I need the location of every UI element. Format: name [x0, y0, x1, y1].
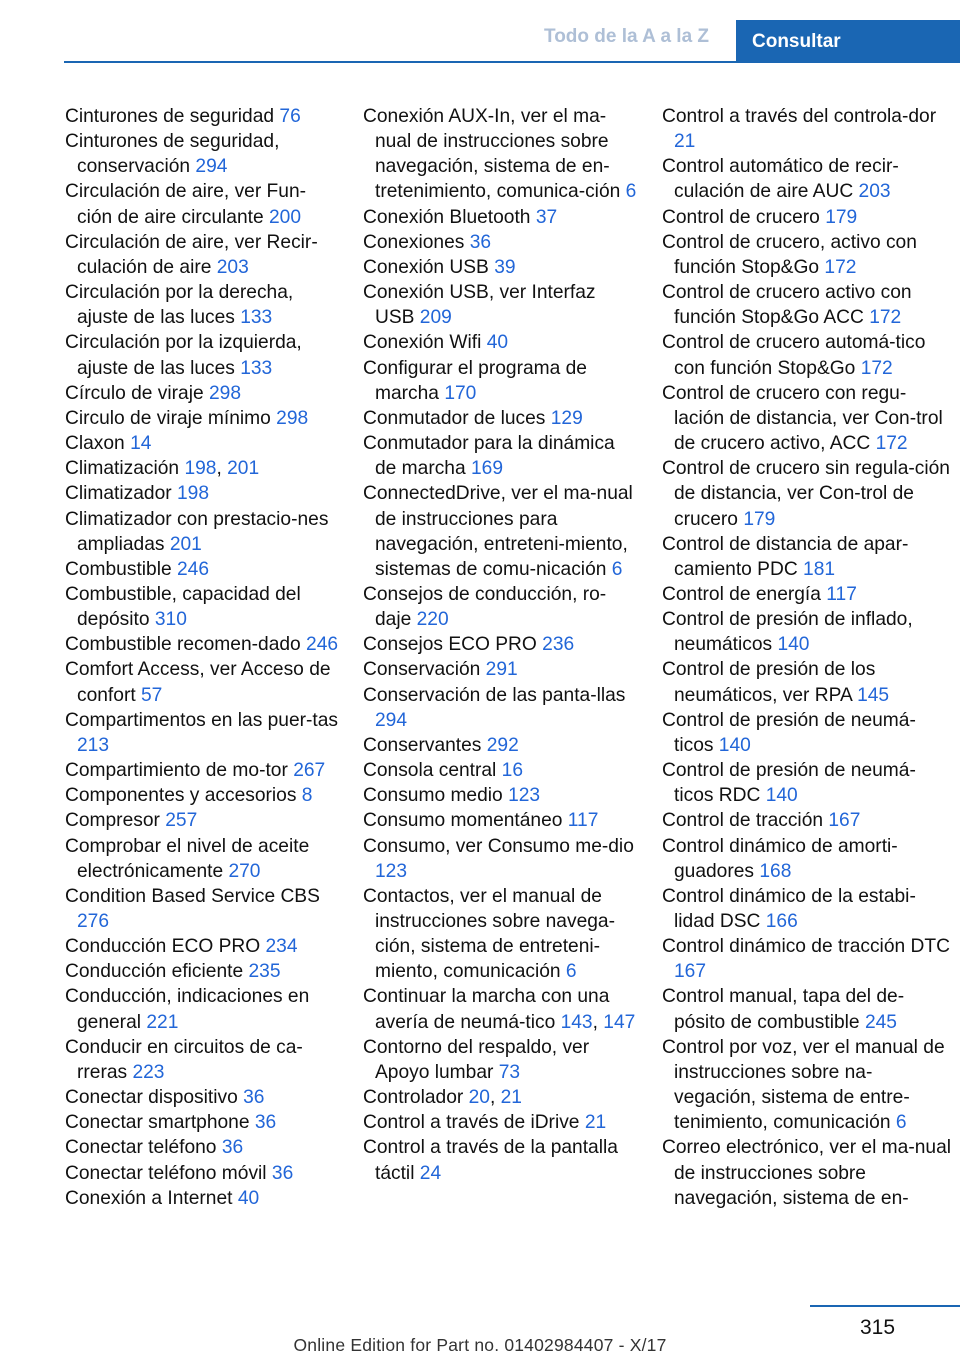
page-reference-link[interactable]: 8 — [301, 785, 313, 807]
index-entry — [662, 456, 952, 531]
footer-rule — [810, 1305, 960, 1307]
index-entry — [65, 758, 340, 783]
index-entry — [662, 230, 952, 280]
index-entry — [65, 1161, 340, 1186]
entry-term: Conectar teléfono — [65, 1137, 217, 1159]
page-reference-link[interactable]: 123 — [508, 785, 541, 807]
page-reference-link[interactable]: 145 — [857, 684, 890, 706]
index-entry — [363, 783, 638, 808]
entry-term: Control a través del controla-dor — [662, 106, 937, 127]
entry-term: Conectar dispositivo — [65, 1087, 238, 1109]
page-reference-link[interactable]: 200 — [269, 206, 302, 228]
entry-term: Consumo momentáneo — [363, 810, 563, 832]
entry-term: ConnectedDrive, ver el ma-nual de instrucciones para navegación, entreteni-miento, sistemas de comu-nicación — [363, 483, 633, 580]
index-column-1 — [65, 104, 340, 1211]
index-entry — [65, 406, 340, 431]
page-reference-link[interactable]: 123 — [375, 860, 408, 882]
page-reference-link[interactable]: 36 — [221, 1137, 244, 1159]
entry-term: Cinturones de seguridad — [65, 106, 275, 127]
page-reference-link[interactable]: 36 — [271, 1162, 294, 1184]
page-reference-link[interactable]: 172 — [824, 256, 857, 278]
entry-term: Comfort Access, ver Acceso de confort — [65, 659, 331, 706]
page-reference-link[interactable]: 234 — [265, 936, 298, 958]
index-entry — [65, 1135, 340, 1160]
entry-term: Consejos de conducción, ro-daje — [363, 583, 607, 631]
index-entry — [363, 431, 638, 481]
index-entry — [363, 733, 638, 758]
entry-term: Correo electrónico, ver el ma-nual de instrucciones sobre navegación, sistema de en- — [662, 1137, 952, 1209]
index-entry — [662, 205, 952, 230]
page-reference-link[interactable]: 167 — [828, 810, 861, 832]
entry-term: Conexión a Internet — [65, 1187, 233, 1209]
entry-term: Conducción, indicaciones en general — [65, 986, 310, 1033]
index-entry — [662, 381, 952, 456]
entry-term: Circulo de viraje mínimo — [65, 407, 271, 429]
entry-term: Contactos, ver el manual de instrucciones sobre navega-ción, sistema de entreteni-miento, comunicación — [363, 885, 615, 983]
page-reference-link[interactable]: 21 — [500, 1087, 522, 1109]
entry-term: Control dinámico de la estabi-lidad DSC — [662, 885, 916, 932]
entry-term: Conexión Bluetooth — [363, 206, 531, 228]
index-entry — [662, 708, 952, 758]
page-reference-link[interactable]: 117 — [567, 810, 599, 832]
page-reference-link[interactable]: 172 — [860, 357, 893, 379]
index-entry — [363, 356, 638, 406]
index-entry — [65, 959, 340, 984]
page-reference-link[interactable]: 140 — [718, 734, 751, 756]
page-reference-link[interactable]: 292 — [486, 734, 519, 756]
index-entry — [65, 179, 340, 229]
page-reference-link[interactable]: 168 — [759, 860, 792, 882]
entry-term: Control a través de iDrive — [363, 1112, 580, 1134]
index-entry — [65, 129, 340, 179]
page-reference-link[interactable]: 201 — [227, 458, 260, 480]
index-entry — [662, 280, 952, 330]
entry-term: Control de crucero activo con función Stop&Go ACC — [662, 282, 912, 329]
page-reference-link[interactable]: 143 — [560, 1011, 593, 1033]
entry-term: Condition Based Service CBS — [65, 885, 320, 907]
page-reference-link[interactable]: 39 — [494, 256, 516, 278]
entry-term: Círculo de viraje — [65, 382, 204, 404]
page-reference-link[interactable]: 198 — [176, 483, 209, 505]
entry-term: Conexión Wifi — [363, 332, 482, 354]
page-reference-link[interactable]: 291 — [485, 659, 518, 681]
page-reference-link[interactable]: 203 — [858, 181, 891, 203]
index-entry — [363, 230, 638, 255]
index-entry — [662, 1035, 952, 1136]
index-entry — [363, 406, 638, 431]
page-reference-link[interactable]: 129 — [550, 407, 583, 429]
section-tab: Consultar — [736, 20, 960, 61]
index-entry — [363, 1135, 638, 1185]
entry-term: Conservación — [363, 659, 481, 681]
index-entry — [662, 657, 952, 707]
page-reference-link[interactable]: 133 — [240, 357, 273, 379]
entry-term: Contorno del respaldo, ver Apoyo lumbar — [363, 1036, 590, 1083]
index-entry — [65, 330, 340, 380]
index-entry — [65, 104, 340, 129]
index-entry — [65, 431, 340, 456]
entry-term: Conservación de las panta-llas — [363, 684, 626, 706]
index-entry — [662, 808, 952, 833]
page-reference-link[interactable]: 270 — [228, 860, 261, 882]
page-reference-link[interactable]: 21 — [584, 1112, 607, 1134]
entry-term: Circulación por la derecha, ajuste de las luces — [65, 282, 294, 329]
index-entry — [363, 758, 638, 783]
page-reference-link[interactable]: 36 — [254, 1112, 277, 1134]
index-entry — [65, 507, 340, 557]
index-entry — [363, 632, 638, 657]
entry-term: Circulación de aire, ver Recir-culación de aire — [65, 231, 318, 278]
index-entry — [363, 808, 638, 833]
index-entry — [65, 1085, 340, 1110]
page-reference-link[interactable]: 201 — [169, 533, 202, 555]
page-reference-link[interactable]: 40 — [237, 1187, 260, 1209]
entry-term: Conmutador de luces — [363, 407, 546, 429]
header-rule — [64, 61, 960, 63]
page-reference-link[interactable]: 169 — [471, 458, 504, 480]
index-entry — [662, 330, 952, 380]
page-reference-link[interactable]: 246 — [177, 558, 210, 580]
entry-term: Consola central — [363, 760, 497, 782]
entry-term: Control de presión de neumá-ticos — [662, 709, 916, 756]
entry-term: Compartimiento de mo-tor — [65, 760, 288, 782]
entry-term: Circulación por la izquierda, ajuste de las luces — [65, 332, 302, 379]
index-entry — [65, 230, 340, 280]
page-reference-link[interactable]: 40 — [486, 332, 509, 354]
entry-term: Control a través de la pantalla táctil — [363, 1137, 618, 1184]
entry-term: Claxon — [65, 433, 125, 455]
entry-term: Control de crucero sin regula-ción de distancia, ver Con-trol de crucero — [662, 458, 950, 530]
index-entry — [363, 481, 638, 582]
index-entry — [65, 557, 340, 582]
index-entry — [65, 783, 340, 808]
index-entry — [662, 104, 952, 154]
page-reference-link[interactable]: 21 — [674, 131, 696, 153]
page-reference-link[interactable]: 147 — [603, 1011, 636, 1033]
index-entry — [662, 834, 952, 884]
entry-term: Control manual, tapa del de-pósito de combustible — [662, 986, 905, 1033]
index-column-2 — [363, 104, 638, 1186]
page-reference-link[interactable]: 36 — [243, 1087, 265, 1109]
page-reference-link[interactable]: 37 — [535, 206, 558, 228]
index-entry — [363, 582, 638, 632]
page-reference-link[interactable]: 117 — [826, 583, 857, 605]
index-entry — [65, 834, 340, 884]
index-entry — [363, 330, 638, 355]
entry-term: Conservantes — [363, 734, 482, 756]
edition-footer: Online Edition for Part no. 01402984407 - X/17 — [293, 1335, 667, 1355]
entry-term: Combustible — [65, 558, 172, 580]
index-entry — [363, 657, 638, 682]
entry-term: Comprobar el nivel de aceite electrónicamente — [65, 835, 310, 882]
entry-term: Componentes y accesorios — [65, 785, 297, 807]
entry-term: Control de distancia de apar-camiento PDC — [662, 533, 909, 580]
entry-term: Control de crucero automá-tico con función Stop&Go — [662, 332, 926, 379]
entry-term: Combustible recomen-dado — [65, 634, 301, 656]
entry-term: Control de presión de inflado, neumáticos — [662, 609, 913, 656]
index-entry — [662, 532, 952, 582]
index-entry — [662, 884, 952, 934]
entry-term: Control de presión de los neumáticos, ver RPA — [662, 659, 876, 706]
page-reference-link[interactable]: 245 — [864, 1011, 897, 1033]
page-reference-link[interactable]: 140 — [765, 785, 798, 807]
entry-term: Conexión USB — [363, 256, 489, 278]
entry-term: Consumo medio — [363, 785, 503, 807]
entry-term: Conexiones — [363, 231, 465, 253]
page-reference-link[interactable]: 310 — [154, 609, 187, 631]
entry-term: Climatizador — [65, 483, 172, 505]
entry-term: Control dinámico de amorti-guadores — [662, 835, 898, 882]
index-entry — [65, 884, 340, 934]
page-reference-link[interactable]: 140 — [777, 634, 810, 656]
entry-term: Control de crucero — [662, 206, 820, 228]
index-entry — [65, 1035, 340, 1085]
entry-term: Conexión USB, ver Interfaz USB — [363, 282, 596, 329]
entry-term: Conducir en circuitos de ca-rreras — [65, 1036, 303, 1083]
index-entry — [65, 984, 340, 1034]
page-reference-link[interactable]: 24 — [419, 1162, 442, 1184]
index-entry — [65, 582, 340, 632]
page-reference-link[interactable]: 209 — [419, 307, 452, 329]
page-reference-link[interactable]: 179 — [743, 508, 776, 530]
page-reference-link[interactable]: 181 — [803, 558, 836, 580]
page-reference-link[interactable]: 20 — [468, 1087, 490, 1109]
page-reference-link[interactable]: 6 — [625, 181, 637, 203]
page-reference-link[interactable]: 6 — [895, 1112, 907, 1134]
index-entry — [65, 657, 340, 707]
page-reference-link[interactable]: 294 — [195, 156, 228, 178]
page-reference-link[interactable]: 36 — [469, 231, 492, 253]
index-entry — [65, 1110, 340, 1135]
page-reference-link[interactable]: 6 — [611, 558, 623, 580]
index-entry — [662, 984, 952, 1034]
entry-term: Continuar la marcha con una avería de neumá-tico — [363, 986, 610, 1033]
page-reference-link[interactable]: 172 — [875, 433, 908, 455]
page-reference-link[interactable]: 16 — [501, 760, 524, 782]
entry-term: Control de energía — [662, 583, 821, 605]
page-reference-link[interactable]: 167 — [674, 961, 707, 983]
page-reference-link[interactable]: 133 — [240, 307, 273, 329]
index-entry — [363, 834, 638, 884]
page-reference-link[interactable]: 221 — [146, 1011, 179, 1033]
entry-term: Control automático de recir-culación de aire AUC — [662, 156, 899, 203]
index-entry — [662, 607, 952, 657]
entry-term: Control dinámico de tracción DTC — [662, 936, 950, 958]
page-reference-link[interactable]: 14 — [130, 433, 152, 455]
section-title: Todo de la A a la Z — [544, 26, 710, 47]
entry-term: Control de crucero con regu-lación de distancia, ver Con-trol de crucero activo, ACC — [662, 382, 943, 455]
page-reference-link[interactable]: 6 — [565, 961, 577, 983]
index-entry — [662, 1135, 952, 1210]
page-reference-link[interactable]: 236 — [542, 634, 575, 656]
index-entry — [363, 205, 638, 230]
entry-term: Conmutador para la dinámica de marcha — [363, 433, 615, 480]
index-entry: Controlador 20, 21 — [363, 1087, 522, 1109]
index-entry — [65, 280, 340, 330]
index-entry — [363, 1035, 638, 1085]
entry-term: Climatización — [65, 458, 180, 480]
index-entry — [662, 758, 952, 808]
index-entry — [662, 934, 952, 984]
index-entry — [363, 255, 638, 280]
index-entry — [662, 582, 952, 607]
page-reference-link[interactable]: 172 — [869, 307, 902, 329]
index-entry — [65, 381, 340, 406]
page-reference-link[interactable]: 166 — [765, 911, 798, 932]
page-reference-link[interactable]: 276 — [77, 911, 110, 932]
entry-term: Climatizador con prestacio-nes ampliadas — [65, 508, 329, 555]
entry-term: Consejos ECO PRO — [363, 634, 537, 656]
entry-term: Configurar el programa de marcha — [363, 357, 587, 404]
index-entry — [662, 154, 952, 204]
index-entry — [65, 481, 340, 506]
page-reference-link[interactable]: 298 — [276, 407, 309, 429]
index-entry: Continuar la marcha con una avería de neumá-tico 143, 147 — [363, 986, 636, 1033]
index-entry — [65, 808, 340, 833]
entry-term: Conducción eficiente — [65, 961, 244, 983]
page-reference-link[interactable]: 223 — [132, 1061, 165, 1083]
page-reference-link[interactable]: 235 — [248, 961, 281, 983]
page-header — [0, 0, 960, 62]
page-number: 315 — [860, 1316, 896, 1339]
page-reference-link[interactable]: 198 — [184, 458, 217, 480]
page-reference-link[interactable]: 57 — [141, 684, 163, 706]
page-reference-link[interactable]: 203 — [216, 256, 249, 278]
index-entry — [65, 632, 340, 657]
page-reference-link[interactable]: 76 — [279, 106, 301, 127]
index-entry: Climatización 198, 201 — [65, 458, 260, 480]
page-reference-link[interactable]: 294 — [375, 709, 408, 731]
page-reference-link[interactable]: 73 — [498, 1061, 521, 1083]
page-reference-link[interactable]: 246 — [306, 634, 339, 656]
page-reference-link[interactable]: 220 — [416, 609, 449, 631]
entry-term: Control de crucero, activo con función Stop&Go — [662, 231, 917, 278]
entry-term: Control de tracción — [662, 810, 824, 832]
entry-term: Compartimentos en las puer-tas — [65, 709, 339, 731]
page-reference-link[interactable]: 257 — [165, 810, 198, 832]
page-reference-link[interactable]: 179 — [825, 206, 858, 228]
entry-term: Cinturones de seguridad, conservación — [65, 131, 280, 178]
entry-term: Conexión AUX-In, ver el ma-nual de instrucciones sobre navegación, sistema de en-tretenimiento, comunica-ción — [363, 106, 621, 203]
entry-term: Control de presión de neumá-ticos RDC — [662, 760, 916, 807]
entry-term: Consumo, ver Consumo me-dio — [363, 835, 634, 857]
page-reference-link[interactable]: 298 — [208, 382, 241, 404]
entry-term: Conectar smartphone — [65, 1112, 250, 1134]
index-entry — [65, 934, 340, 959]
index-entry — [65, 1186, 340, 1211]
index-entry — [363, 683, 638, 733]
index-entry — [363, 884, 638, 985]
index-column-3 — [662, 104, 952, 1211]
page-reference-link[interactable]: 213 — [77, 734, 110, 756]
entry-term: Controlador — [363, 1087, 464, 1109]
entry-term: Compresor — [65, 810, 160, 832]
index-entry — [65, 708, 340, 758]
entry-term: Combustible, capacidad del depósito — [65, 583, 301, 631]
index-entry — [363, 1110, 638, 1135]
entry-term: Control por voz, ver el manual de instrucciones sobre na-vegación, sistema de entre-tenimiento, comunicación — [662, 1036, 945, 1134]
entry-term: Conducción ECO PRO — [65, 936, 261, 958]
page-reference-link[interactable]: 267 — [293, 760, 326, 782]
entry-term: Conectar teléfono móvil — [65, 1162, 267, 1184]
index-entry — [363, 104, 638, 205]
page-reference-link[interactable]: 170 — [444, 382, 477, 404]
entry-term: Circulación de aire, ver Fun-ción de aire circulante — [65, 181, 307, 228]
index-entry — [363, 280, 638, 330]
